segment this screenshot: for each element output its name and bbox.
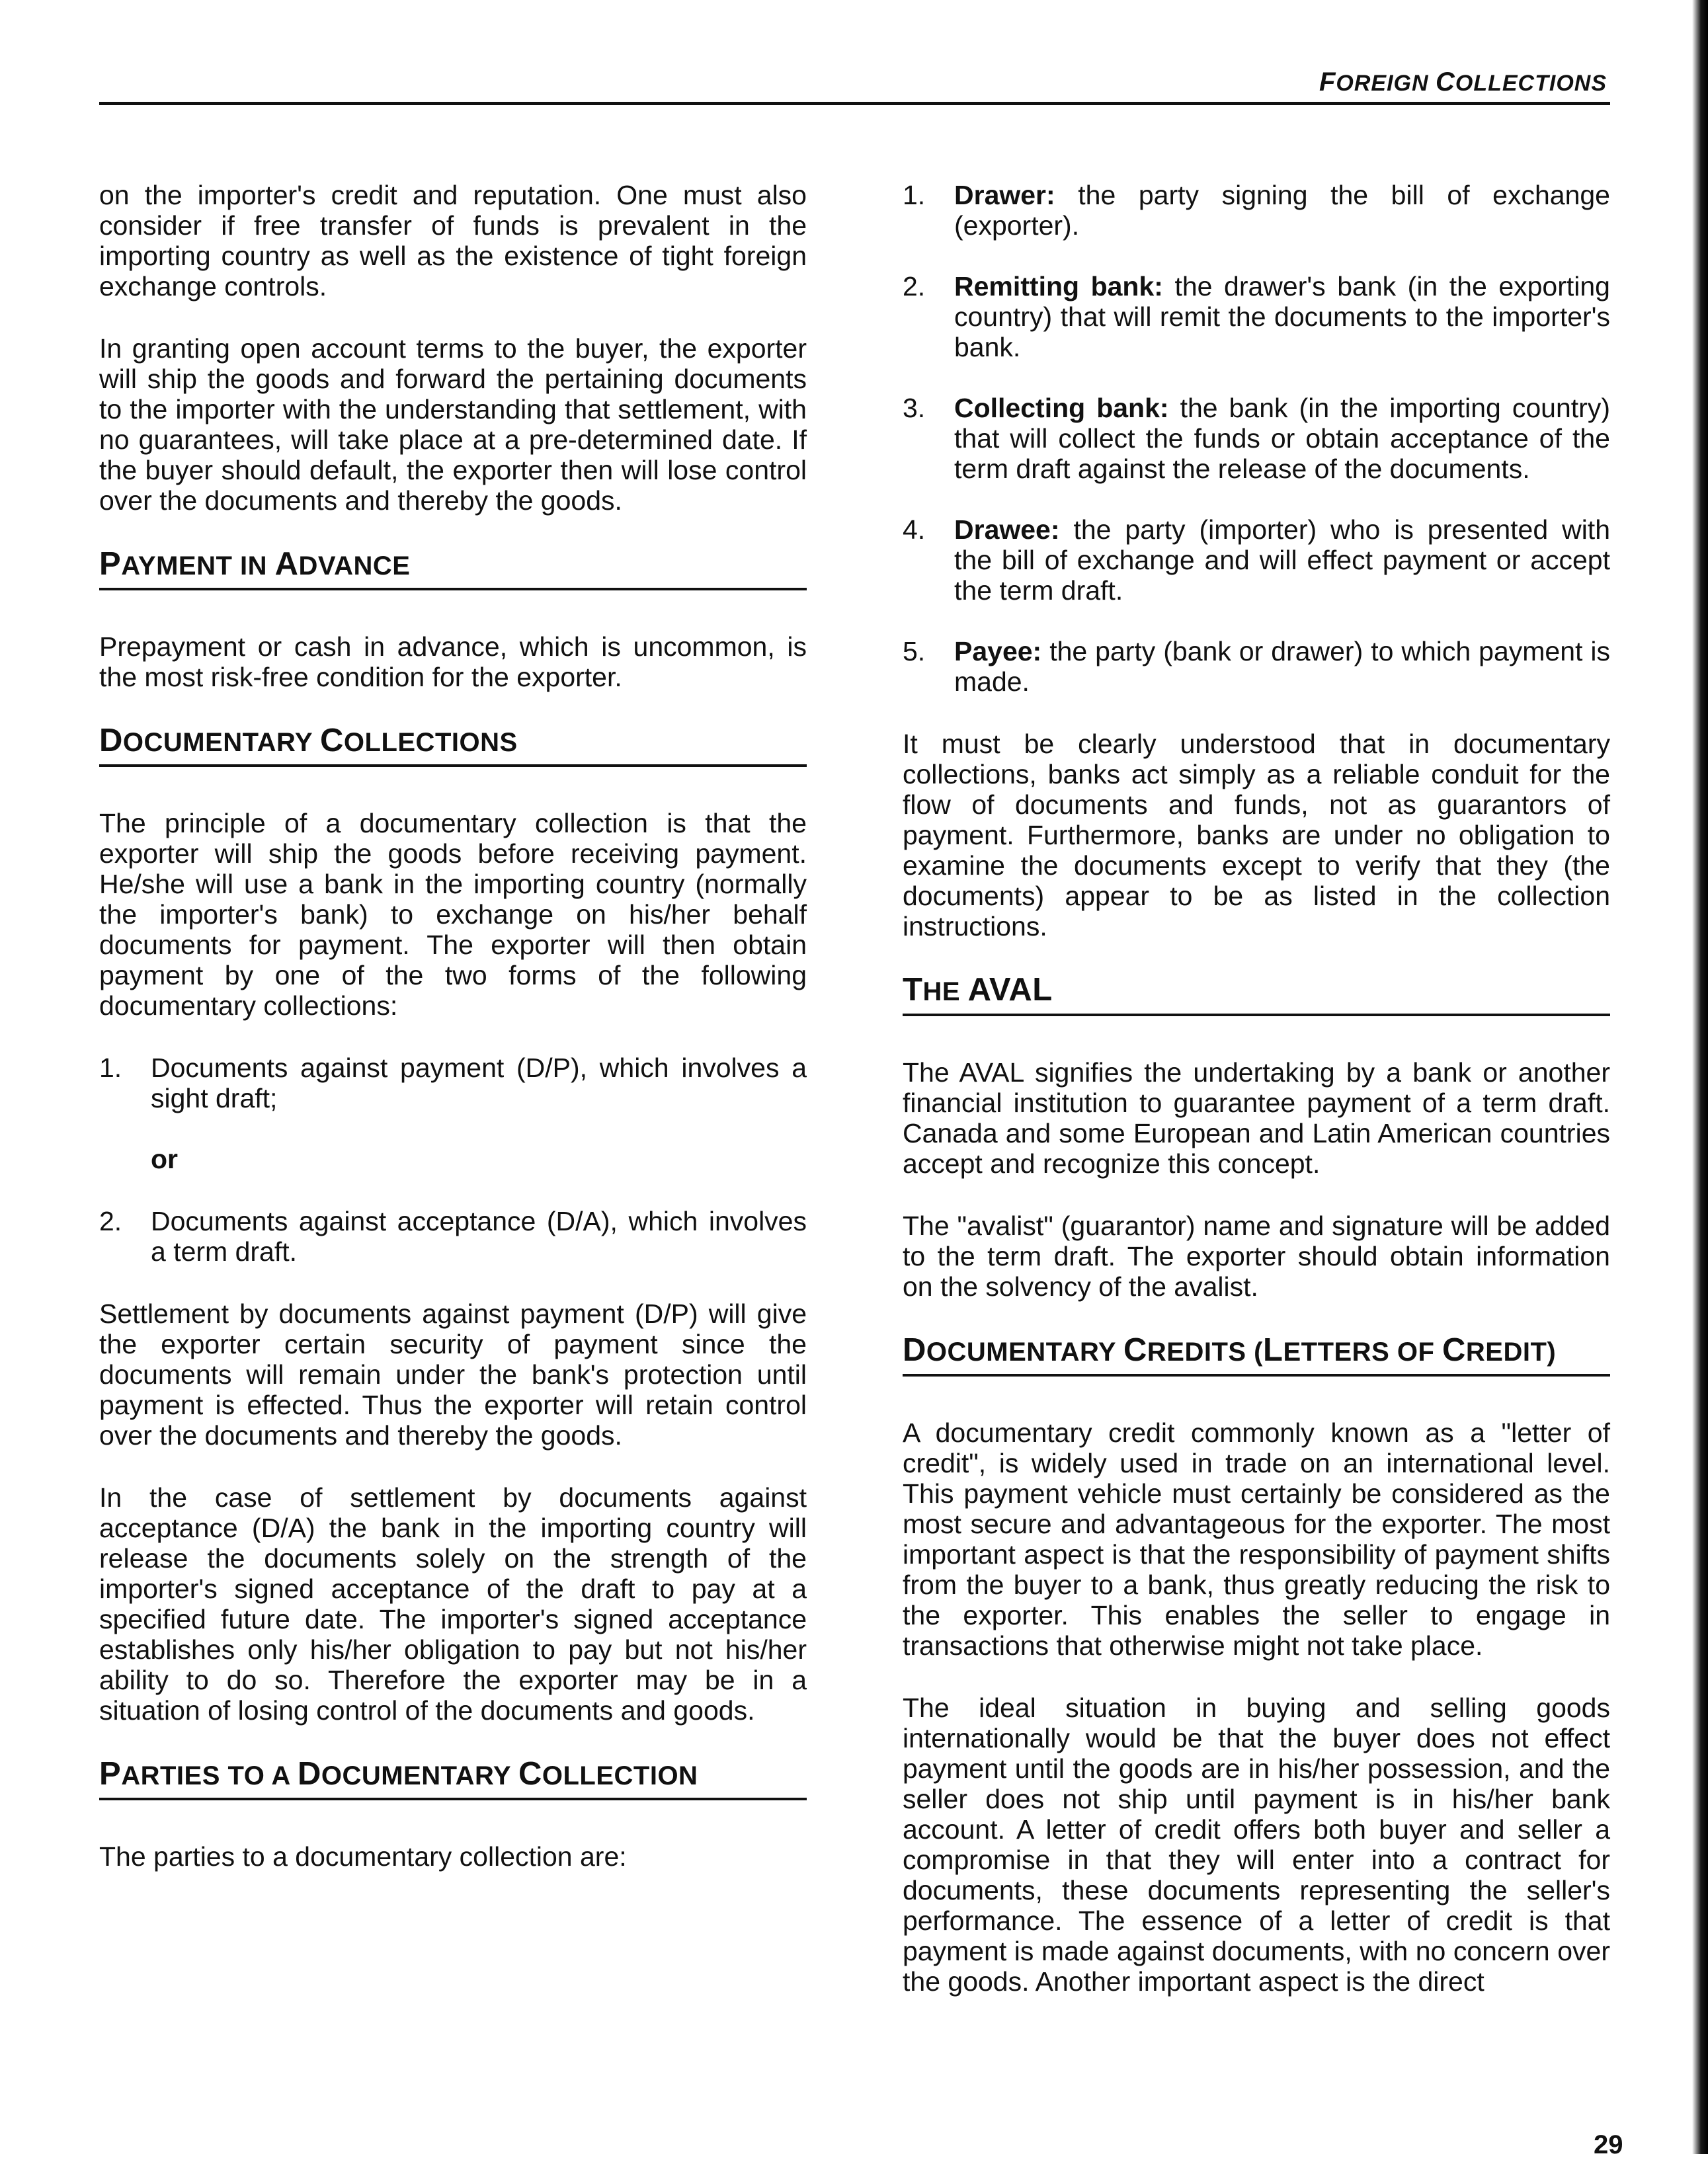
paragraph: on the importer's credit and reputation. One must also consider if free transfer of funds is prevalent in the importing country as well as the existence of tight foreign exchange controls. <box>99 180 807 301</box>
parties-list <box>903 180 1610 697</box>
paragraph: In granting open account terms to the buyer, the exporter will ship the goods and forward the pertaining documents to the importer with the understanding that settlement, with no guarantees, will take place at a pre-determined date. If the buyer should default, the exporter then will lose control over the documents and thereby the goods. <box>99 333 807 516</box>
heading-the-aval: THE AVAL <box>903 973 1610 1016</box>
left-column <box>99 180 807 1903</box>
paragraph: The principle of a documentary collection is that the exporter will ship the goods before receiving payment. He/she will use a bank in the importing country (normally the importer's bank) to exchange on his/her behalf documents for payment. The exporter will then obtain payment by one of the two forms of the following documentary collections: <box>99 808 807 1021</box>
paragraph: The ideal situation in buying and selling goods internationally would be that the buyer does not effect payment until the goods are in his/her possession, and the seller does not ship until payment is in his/her bank account. A letter of credit offers both buyer and seller a compromise in that they will enter into a contract for documents, these documents representing the seller's performance. The essence of a letter of credit is that payment is made against documents, with no concern over the goods. Another important aspect is the direct <box>903 1693 1610 1997</box>
list-item: 5. Payee: the party (bank or drawer) to which payment is made. <box>903 636 1610 697</box>
heading-payment-in-advance: PAYMENT IN ADVANCE <box>99 547 807 590</box>
list-item: 2. Remitting bank: the drawer's bank (in the exporting country) that will remit the documents to the importer's bank. <box>903 271 1610 362</box>
list-item: 2. Documents against acceptance (D/A), which involves a term draft. <box>99 1206 807 1267</box>
or-separator: or <box>151 1144 178 1174</box>
right-column <box>903 180 1610 2028</box>
list-item: 1. Documents against payment (D/P), which involves a sight draft; <box>99 1053 807 1113</box>
heading-documentary-collections: DOCUMENTARY COLLECTIONS <box>99 724 807 767</box>
list-item: 4. Drawee: the party (importer) who is presented with the bill of exchange and will effect payment or accept the term draft. <box>903 514 1610 606</box>
collection-forms-list <box>99 1053 807 1113</box>
header-rule <box>99 102 1610 105</box>
list-item: 3. Collecting bank: the bank (in the importing country) that will collect the funds or obtain acceptance of the term draft against the release of the documents. <box>903 393 1610 484</box>
paragraph: The parties to a documentary collection are: <box>99 1841 627 1872</box>
page-edge-shadow <box>1692 0 1708 2154</box>
paragraph: The AVAL signifies the undertaking by a bank or another financial institution to guarantee payment of a term draft. Canada and some European and Latin American countries accept and recognize this concept. <box>903 1057 1610 1179</box>
page-number: 29 <box>1594 2130 1623 2159</box>
list-item: 1. Drawer: the party signing the bill of exchange (exporter). <box>903 180 1610 241</box>
heading-parties-to-collection: PARTIES TO A DOCUMENTARY COLLECTION <box>99 1757 807 1800</box>
paragraph: Prepayment or cash in advance, which is uncommon, is the most risk-free condition for the exporter. <box>99 631 807 692</box>
collection-forms-list-continued <box>99 1206 807 1267</box>
paragraph: The "avalist" (guarantor) name and signature will be added to the term draft. The exporter should obtain information on the solvency of the avalist. <box>903 1211 1610 1302</box>
heading-documentary-credits: DOCUMENTARY CREDITS (LETTERS OF CREDIT) <box>903 1334 1610 1377</box>
paragraph: In the case of settlement by documents against acceptance (D/A) the bank in the importing country will release the documents solely on the strength of the importer's signed acceptance of the draft to pay at a specified future date. The importer's signed acceptance establishes only his/her obligation to pay but not his/her ability to do so. Therefore the exporter may be in a situation of losing control of the documents and goods. <box>99 1482 807 1726</box>
paragraph: Settlement by documents against payment (D/P) will give the exporter certain security of payment since the documents will remain under the bank's protection until payment is effected. Thus the exporter will retain control over the documents and thereby the goods. <box>99 1299 807 1451</box>
paragraph: A documentary credit commonly known as a "letter of credit", is widely used in trade on an international level. This payment vehicle must certainly be considered as the most secure and advantageous for the exporter. The most important aspect is that the responsibility of payment shifts from the buyer to a bank, thus greatly reducing the risk to the exporter. This enables the seller to engage in transactions that otherwise might not take place. <box>903 1418 1610 1661</box>
paragraph: It must be clearly understood that in documentary collections, banks act simply as a reliable conduit for the flow of documents and funds, not as guarantors of payment. Furthermore, banks are under no obligation to examine the documents except to verify that they (the documents) appear to be as listed in the collection instructions. <box>903 729 1610 941</box>
running-head: FOREIGN COLLECTIONS <box>1319 67 1607 97</box>
